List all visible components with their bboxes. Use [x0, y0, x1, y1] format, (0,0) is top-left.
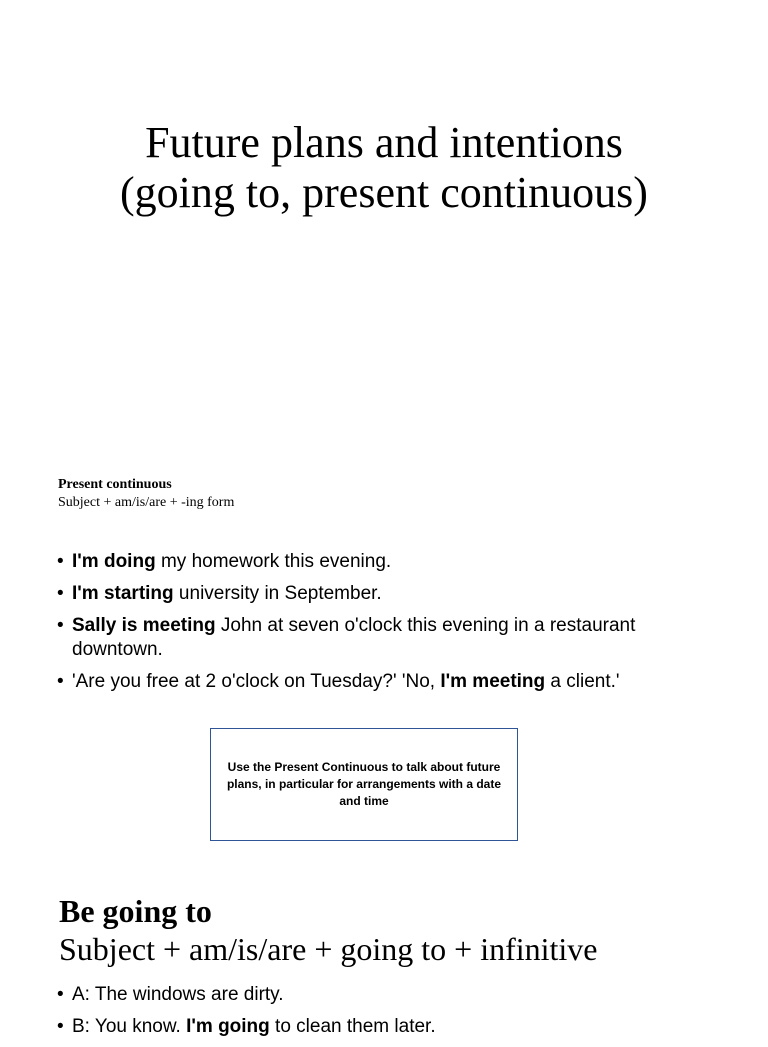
list-item: [57, 582, 677, 606]
example-bold: I'm meeting: [440, 671, 546, 692]
list-item: [57, 1015, 677, 1039]
bullet-icon: •: [57, 1016, 64, 1037]
example-bold: I'm starting: [72, 583, 174, 604]
going-to-examples: [57, 983, 677, 1047]
example-text: John at seven o'clock this evening in a restaurant downtown.: [72, 615, 636, 660]
list-item: [57, 614, 677, 662]
page-title: [0, 118, 768, 218]
example-bold: I'm going: [186, 1016, 270, 1037]
example-text: my homework this evening.: [155, 551, 392, 572]
present-continuous-heading: Present continuous: [58, 477, 172, 492]
going-to-heading: Be going to: [59, 893, 212, 929]
example-text: 'Are you free at 2 o'clock on Tuesday?' 'No,: [72, 671, 441, 692]
usage-note-box: [210, 728, 518, 841]
bullet-icon: •: [57, 551, 64, 572]
bullet-icon: •: [57, 984, 64, 1005]
example-text: A: The windows are dirty.: [72, 984, 284, 1005]
title-line-1: Future plans and intentions: [145, 118, 623, 167]
title-line-2: (going to, present continuous): [120, 168, 648, 217]
example-text: university in September.: [173, 583, 382, 604]
list-item: [57, 550, 677, 574]
example-bold: Sally is meeting: [72, 615, 216, 636]
present-continuous-formula: Subject + am/is/are + -ing form: [58, 495, 235, 510]
example-bold: I'm doing: [72, 551, 156, 572]
bullet-icon: •: [57, 615, 64, 636]
list-item: [57, 670, 677, 694]
bullet-icon: •: [57, 671, 64, 692]
bullet-icon: •: [57, 583, 64, 604]
example-text: to clean them later.: [269, 1016, 436, 1037]
usage-note-text: Use the Present Continuous to talk about future plans, in particular for arrangements with a date and time: [226, 760, 502, 808]
present-continuous-examples: [57, 550, 677, 702]
list-item: [57, 983, 677, 1007]
example-text: a client.': [545, 671, 620, 692]
example-text: B: You know.: [72, 1016, 187, 1037]
going-to-formula: Subject + am/is/are + going to + infinitive: [59, 931, 598, 967]
